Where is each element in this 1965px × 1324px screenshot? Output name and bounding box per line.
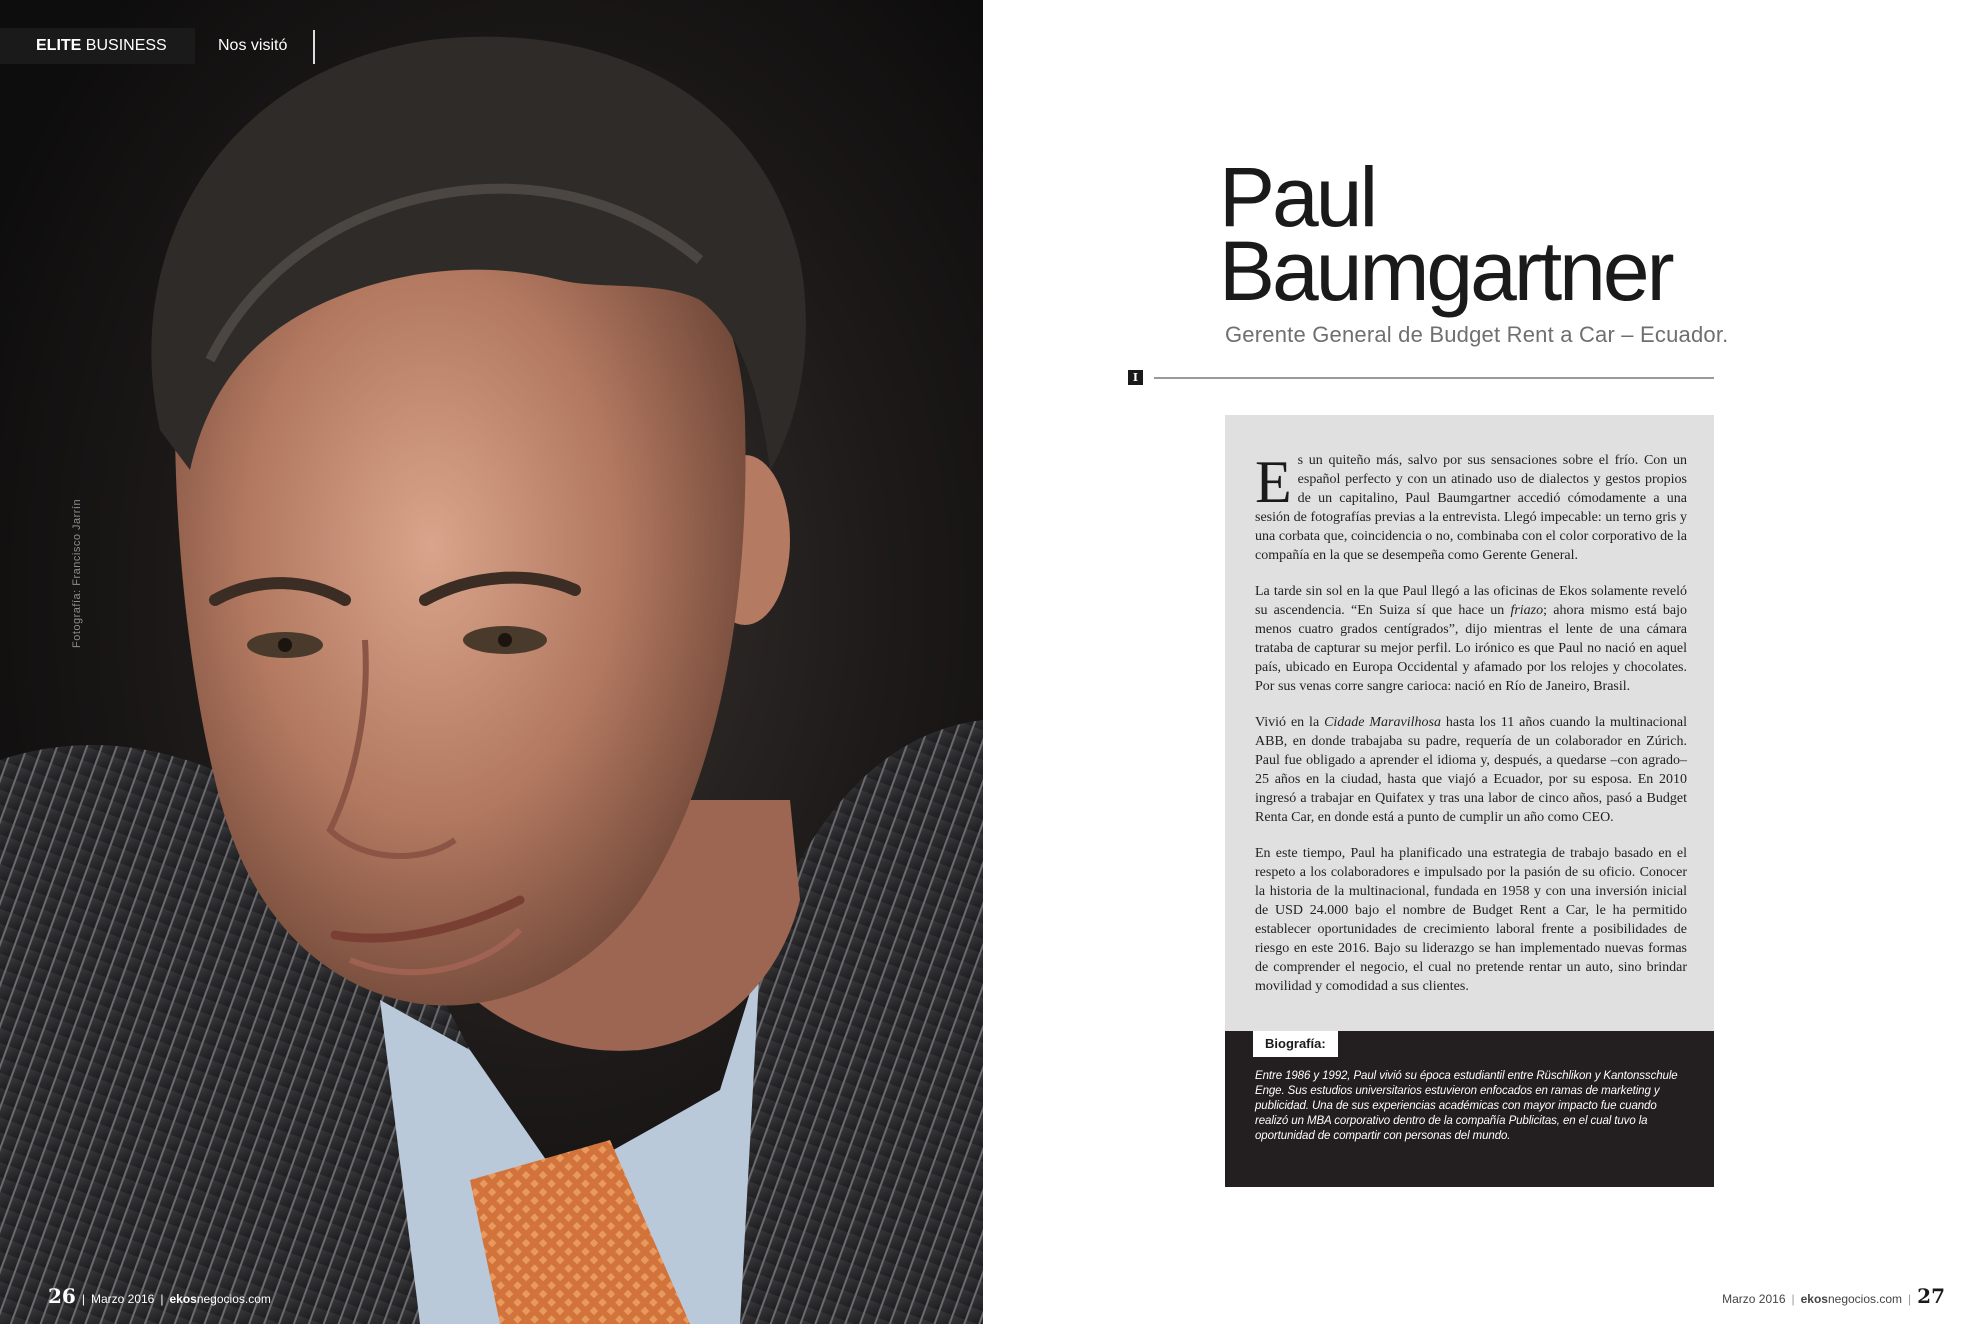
section-name-rest: BUSINESS (85, 37, 167, 54)
biography-label: Biografía: (1253, 1031, 1338, 1057)
paragraph-1: Es un quiteño más, salvo por sus sensaciones sobre el frío. Con un español perfecto y con un atinado uso de dialectos y gestos propios de un capitalino, Paul Baumgartner accedió cómodamente a una sesión de fotografías previas a la entrevista. Llegó impecable: un terno gris y una corbata que, coincidencia o no, combinaba con el color corporativo de la compañía en la que se desempeña como Gerente General. (1255, 449, 1687, 563)
folio-separator-4: | (1908, 1292, 1912, 1306)
issue-date-left: Marzo 2016 (90, 1292, 155, 1306)
article-body (1225, 415, 1714, 1031)
section-tag (0, 28, 195, 64)
section-name-bold: ELITE (36, 37, 82, 54)
folio-left (48, 1284, 271, 1308)
site-url-right: ekosnegocios.com (1800, 1292, 1903, 1306)
biography-box (1225, 1031, 1714, 1187)
subsection-label: Nos visitó (218, 37, 288, 54)
header-divider (313, 30, 315, 64)
article-subtitle: Gerente General de Budget Rent a Car – Ecuador. (1225, 322, 1729, 347)
issue-date-right: Marzo 2016 (1722, 1292, 1786, 1306)
page-number-left: 26 (48, 1284, 76, 1308)
biography-text: Entre 1986 y 1992, Paul vivió su época estudiantil entre Rüschlikon y Kantonsschule Enge. Sus estudios universitarios estuvieron enfocados en ramas de marketing y publicidad. Una de sus experiencias académicas con mayor impacto fue cuando realizó un MBA corporativo dentro de la compañía Publicitas, en el cual tuvo la oportunidad de compartir con personas del mundo. (1255, 1070, 1678, 1142)
article-title (1219, 150, 1672, 318)
site-url-left: ekosnegocios.com (169, 1292, 271, 1306)
paragraph-2: La tarde sin sol en la que Paul llegó a las oficinas de Ekos solamente reveló su ascendencia. “En Suiza sí que hace un friazo; ahora mismo está bajo menos cuatro grados centígrados”, dijo mientras el lente de una cámara trataba de capturar su mejor perfil. Lo irónico es que Paul no nació en aquel país, ubicado en Europa Occidental y afamado por los relojes y chocolates. Por sus venas corre sangre carioca: nació en Río de Janeiro, Brasil. (1255, 584, 1687, 694)
folio-separator: | (81, 1292, 85, 1306)
photo-credit: Fotografía: Francisco Jarrín (71, 498, 83, 648)
folio-right (1722, 1284, 1945, 1308)
title-last-name: Baumgartner (1219, 224, 1672, 318)
page-number-right: 27 (1917, 1284, 1945, 1308)
title-first-name: Paul (1219, 150, 1376, 244)
folio-separator-2: | (160, 1292, 164, 1306)
paragraph-3: Vivió en la Cidade Maravilhosa hasta los 11 años cuando la multinacional ABB, en donde trabajaba su padre, requería de un colaborador en Zúrich. Paul fue obligado a aprender el idioma y, después, a quedarse –con agrado– 25 años en la ciudad, hasta que viajó a Ecuador, por su esposa. En 2010 ingresó a trabajar en Quifatex y tras una labor de cinco años, pasó a Budget Renta Car, en donde está a punto de cumplir un año como CEO. (1255, 715, 1687, 825)
paragraph-4: En este tiempo, Paul ha planificado una estrategia de trabajo basado en el respeto a los colaboradores e impulsado por la pasión de su oficio. Conocer la historia de la multinacional, fundada en 1958 y con una inversión inicial de USD 24.000 bajo el nombre de Budget Rent a Car, le ha permitido establecer oportunidades de crecimiento laboral frente a posibilidades de riesgo en este 2016. Bajo su liderazgo se han implementado nuevas formas de comprender el negocio, el cual no pretende rentar un auto, sino brindar movilidad y comodidad a sus clientes. (1255, 846, 1687, 994)
title-rule (1154, 377, 1714, 379)
section-marker-icon: I (1128, 370, 1143, 385)
drop-cap: E (1255, 449, 1292, 515)
folio-separator-3: | (1791, 1292, 1795, 1306)
right-page (983, 0, 1965, 1324)
